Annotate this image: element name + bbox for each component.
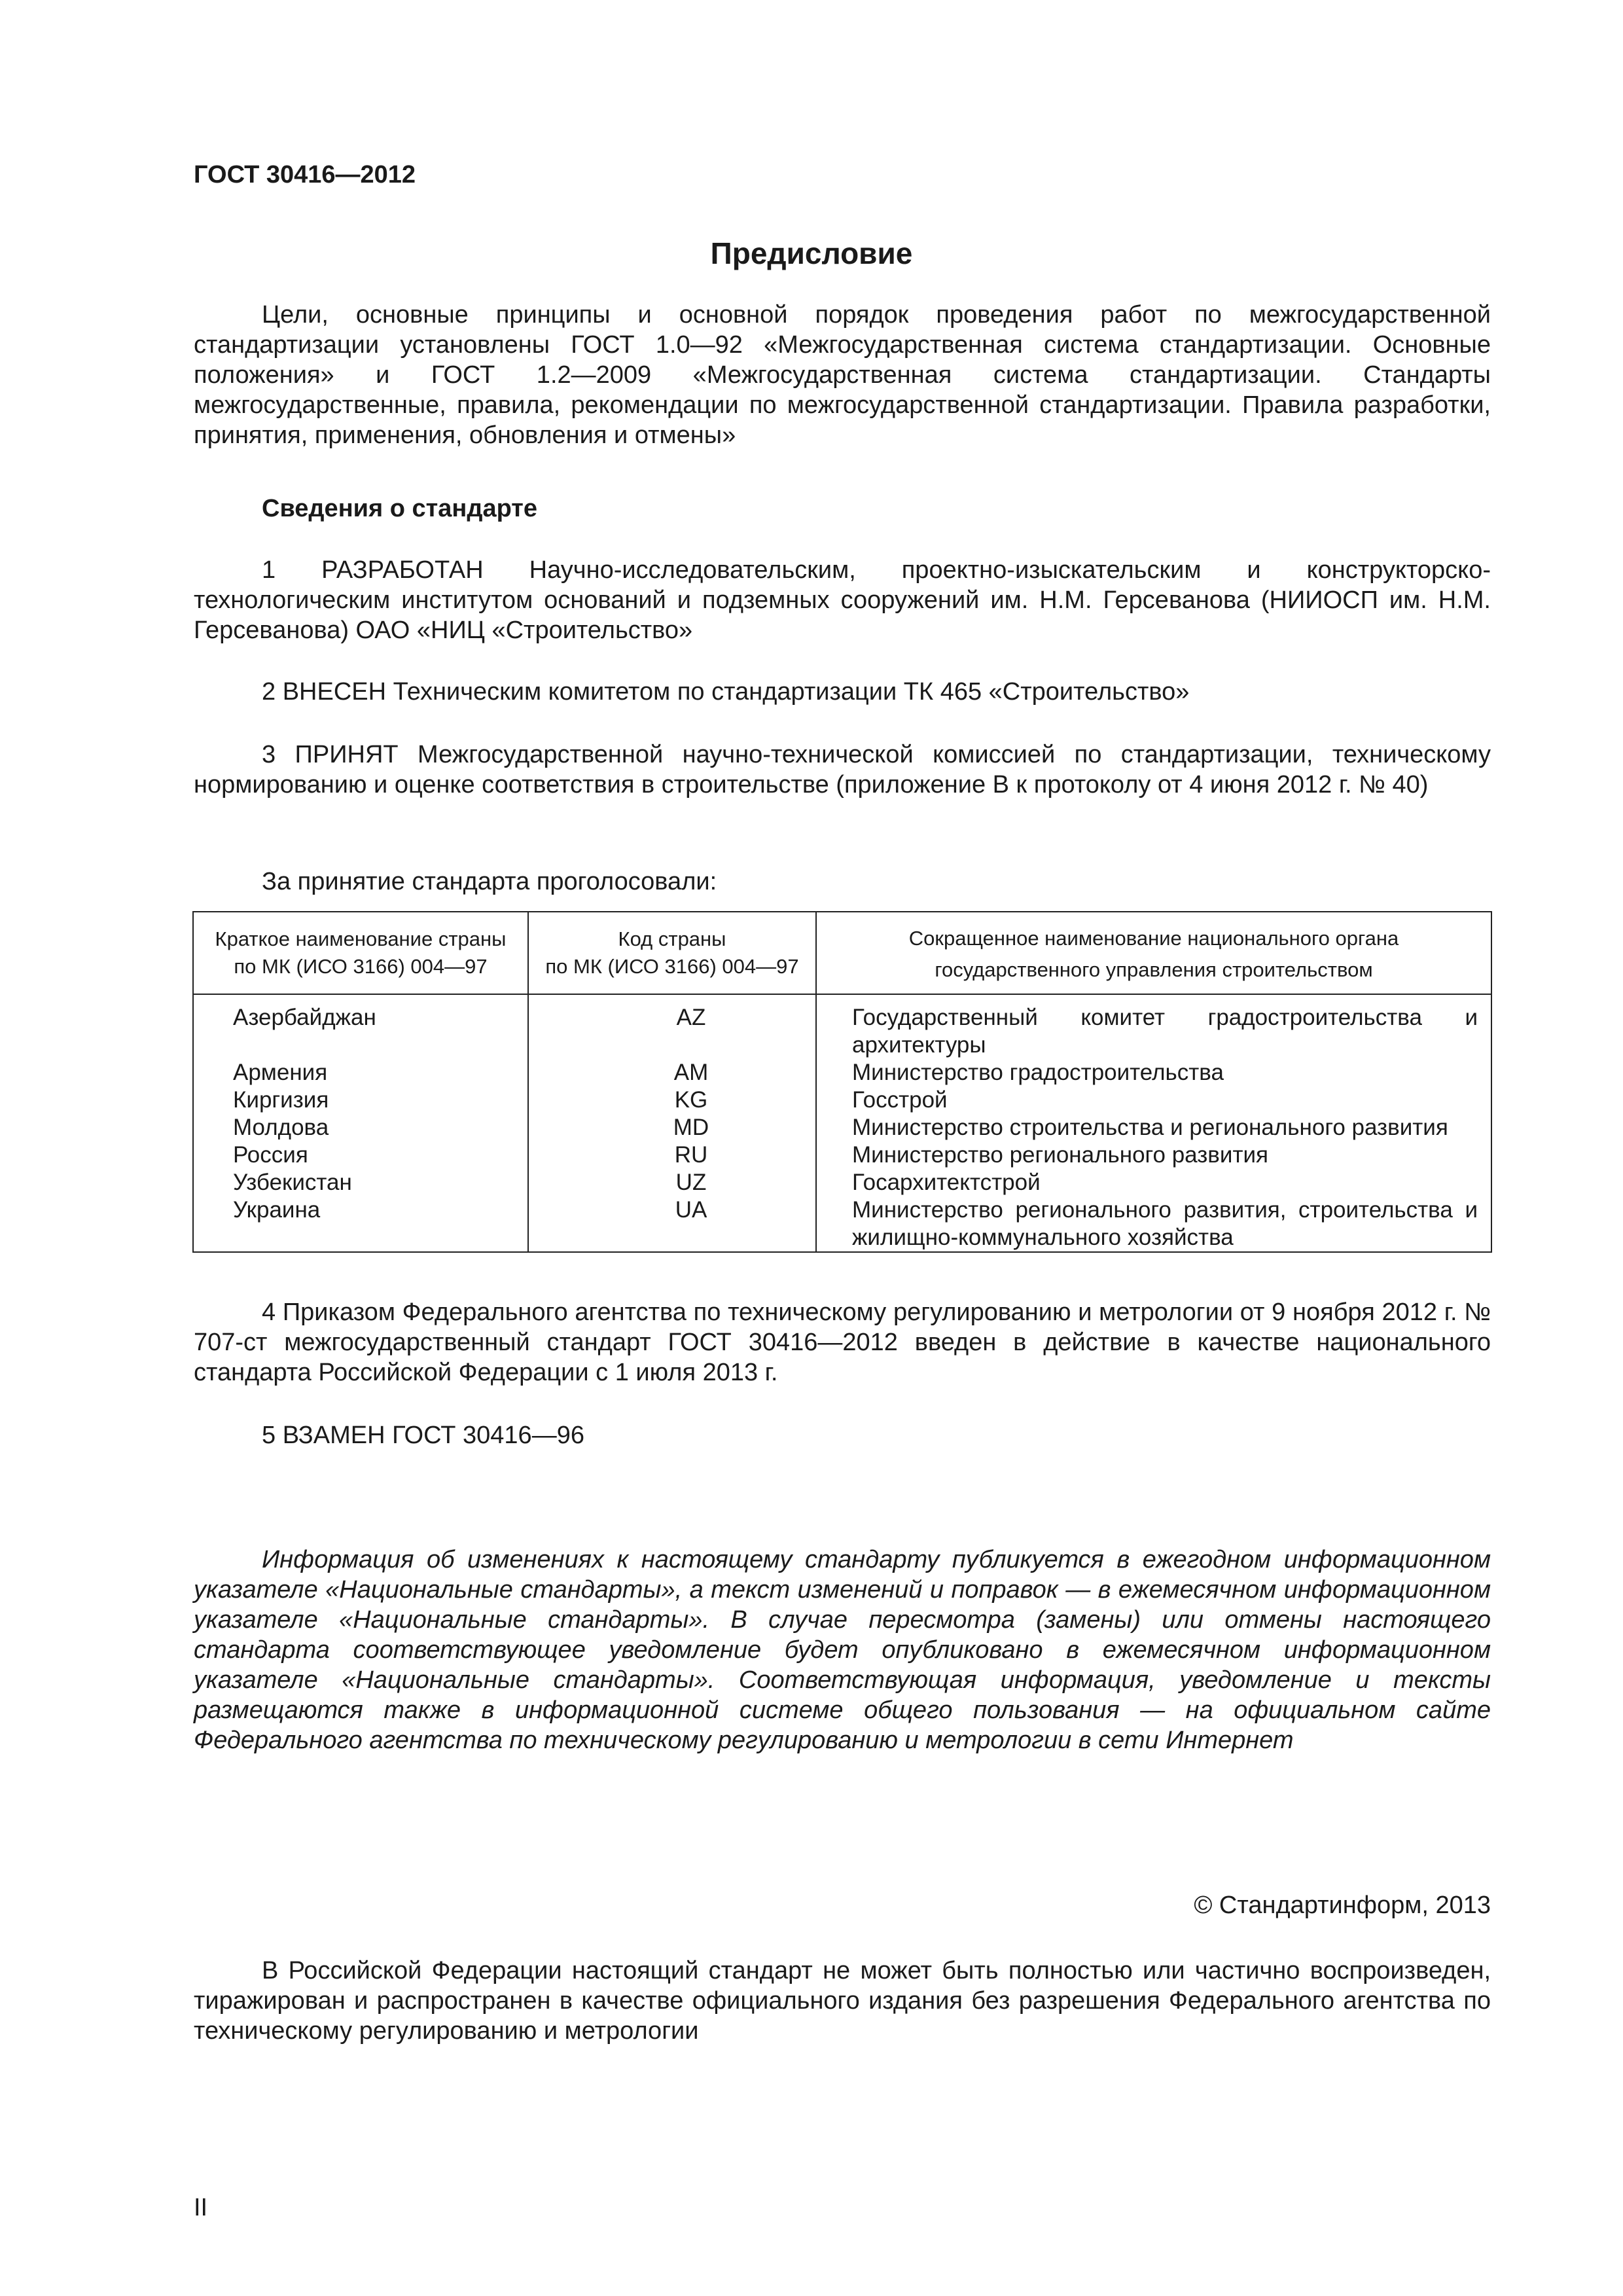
info-notice: Информация об изменениях к настоящему стандарту публикуется в ежегодном информационном указателе «Национальные стандарты», а текст изменений и поправок — в ежемесячном информационном указателе «Национальные стандарты». В случае пересмотра (замены) или отмены настоящего стандарта соответствующее уведомление будет опубликовано в ежемесячном информационном указателе «Национальные стандарты». Соответствующая информация, уведомление и тексты размещаются также в информационной системе общего пользования — на официальном сайте Федерального агентства по техническому регулированию и метрологии в сети Интернет — [194, 1546, 1491, 1754]
page-number: II — [194, 2194, 208, 2221]
section-title: Сведения о стандарте — [262, 495, 538, 522]
country-name: Азербайджан — [233, 1005, 376, 1030]
item-developed: 1 РАЗРАБОТАН Научно-исследовательским, проектно-изыскательским и конструкторско-технологическим институтом оснований и подземных сооружений им. Н.М. Герсеванова (НИИОСП им. Н.М. Герсеванова) ОАО «НИЦ «Строительство» — [194, 556, 1491, 644]
voted-label: За принятие стандарта проголосовали: — [262, 868, 717, 895]
country-name: Россия — [233, 1142, 308, 1168]
document-code: ГОСТ 30416—2012 — [194, 161, 416, 188]
authority-name: Государственный комитет градостроительства и архитектуры — [852, 1005, 1478, 1058]
authority-name: Министерство регионального развития, строительства и жилищно-коммунального хозяйства — [852, 1197, 1478, 1250]
country-name: Украина — [233, 1197, 321, 1223]
header-code: Код страны по МК (ИСО 3166) 004—97 — [545, 927, 799, 978]
country-code: MD — [673, 1115, 709, 1140]
item-order: 4 Приказом Федерального агентства по техническому регулированию и метрологии от 9 ноября 2012 г. № 707-ст межгосударственный стандарт ГОСТ 30416—2012 введен в действие в качестве национального стандарта Российской Федерации с 1 июля 2013 г. — [194, 1299, 1491, 1386]
country-code: UA — [675, 1197, 707, 1223]
country-name: Армения — [233, 1060, 328, 1085]
country-name: Киргизия — [233, 1087, 329, 1113]
country-code: KG — [674, 1087, 708, 1113]
header-country: Краткое наименование страны по МК (ИСО 3166) 004—97 — [215, 927, 507, 978]
country-code: AZ — [676, 1005, 706, 1030]
authority-name: Госархитектстрой — [852, 1170, 1041, 1195]
voting-table — [192, 911, 1492, 1253]
item-adopted: 3 ПРИНЯТ Межгосударственной научно-технической комиссией по стандартизации, техническому нормированию и оценке соответствия в строительстве (приложение В к протоколу от 4 июня 2012 г. № 40) — [194, 741, 1491, 798]
authority-name: Госстрой — [852, 1087, 948, 1113]
country-code: AM — [673, 1060, 709, 1085]
country-name: Молдова — [233, 1115, 329, 1140]
copyright: © Стандартинформ, 2013 — [1194, 1892, 1491, 1919]
country-code: RU — [674, 1142, 708, 1168]
item-replaces: 5 ВЗАМЕН ГОСТ 30416—96 — [262, 1422, 584, 1449]
authority-name: Министерство строительства и регионального развития — [852, 1115, 1448, 1140]
reproduction-notice: В Российской Федерации настоящий стандарт не может быть полностью или частично воспроизведен, тиражирован и распространен в качестве официального издания без разрешения Федерального агентства по техническому регулированию и метрологии — [194, 1957, 1491, 2045]
header-body: Сокращенное наименование национального органа государственного управления строительством — [908, 927, 1399, 981]
item-introduced: 2 ВНЕСЕН Техническим комитетом по стандартизации ТК 465 «Строительство» — [262, 678, 1190, 706]
authority-name: Министерство градостроительства — [852, 1060, 1224, 1085]
authority-name: Министерство регионального развития — [852, 1142, 1268, 1168]
country-code: UZ — [675, 1170, 707, 1195]
country-name: Узбекистан — [233, 1170, 352, 1195]
page-title: Предисловие — [710, 236, 913, 270]
header-divider — [194, 994, 1491, 995]
intro-paragraph: Цели, основные принципы и основной порядок проведения работ по межгосударственной стандартизации установлены ГОСТ 1.0—92 «Межгосударственная система стандартизации. Основные положения» и ГОСТ 1.2—2009 «Межгосударственная система стандартизации. Стандарты межгосударственные, правила, рекомендации по межгосударственной стандартизации. Правила разработки, принятия, применения, обновления и отмены» — [194, 301, 1491, 449]
